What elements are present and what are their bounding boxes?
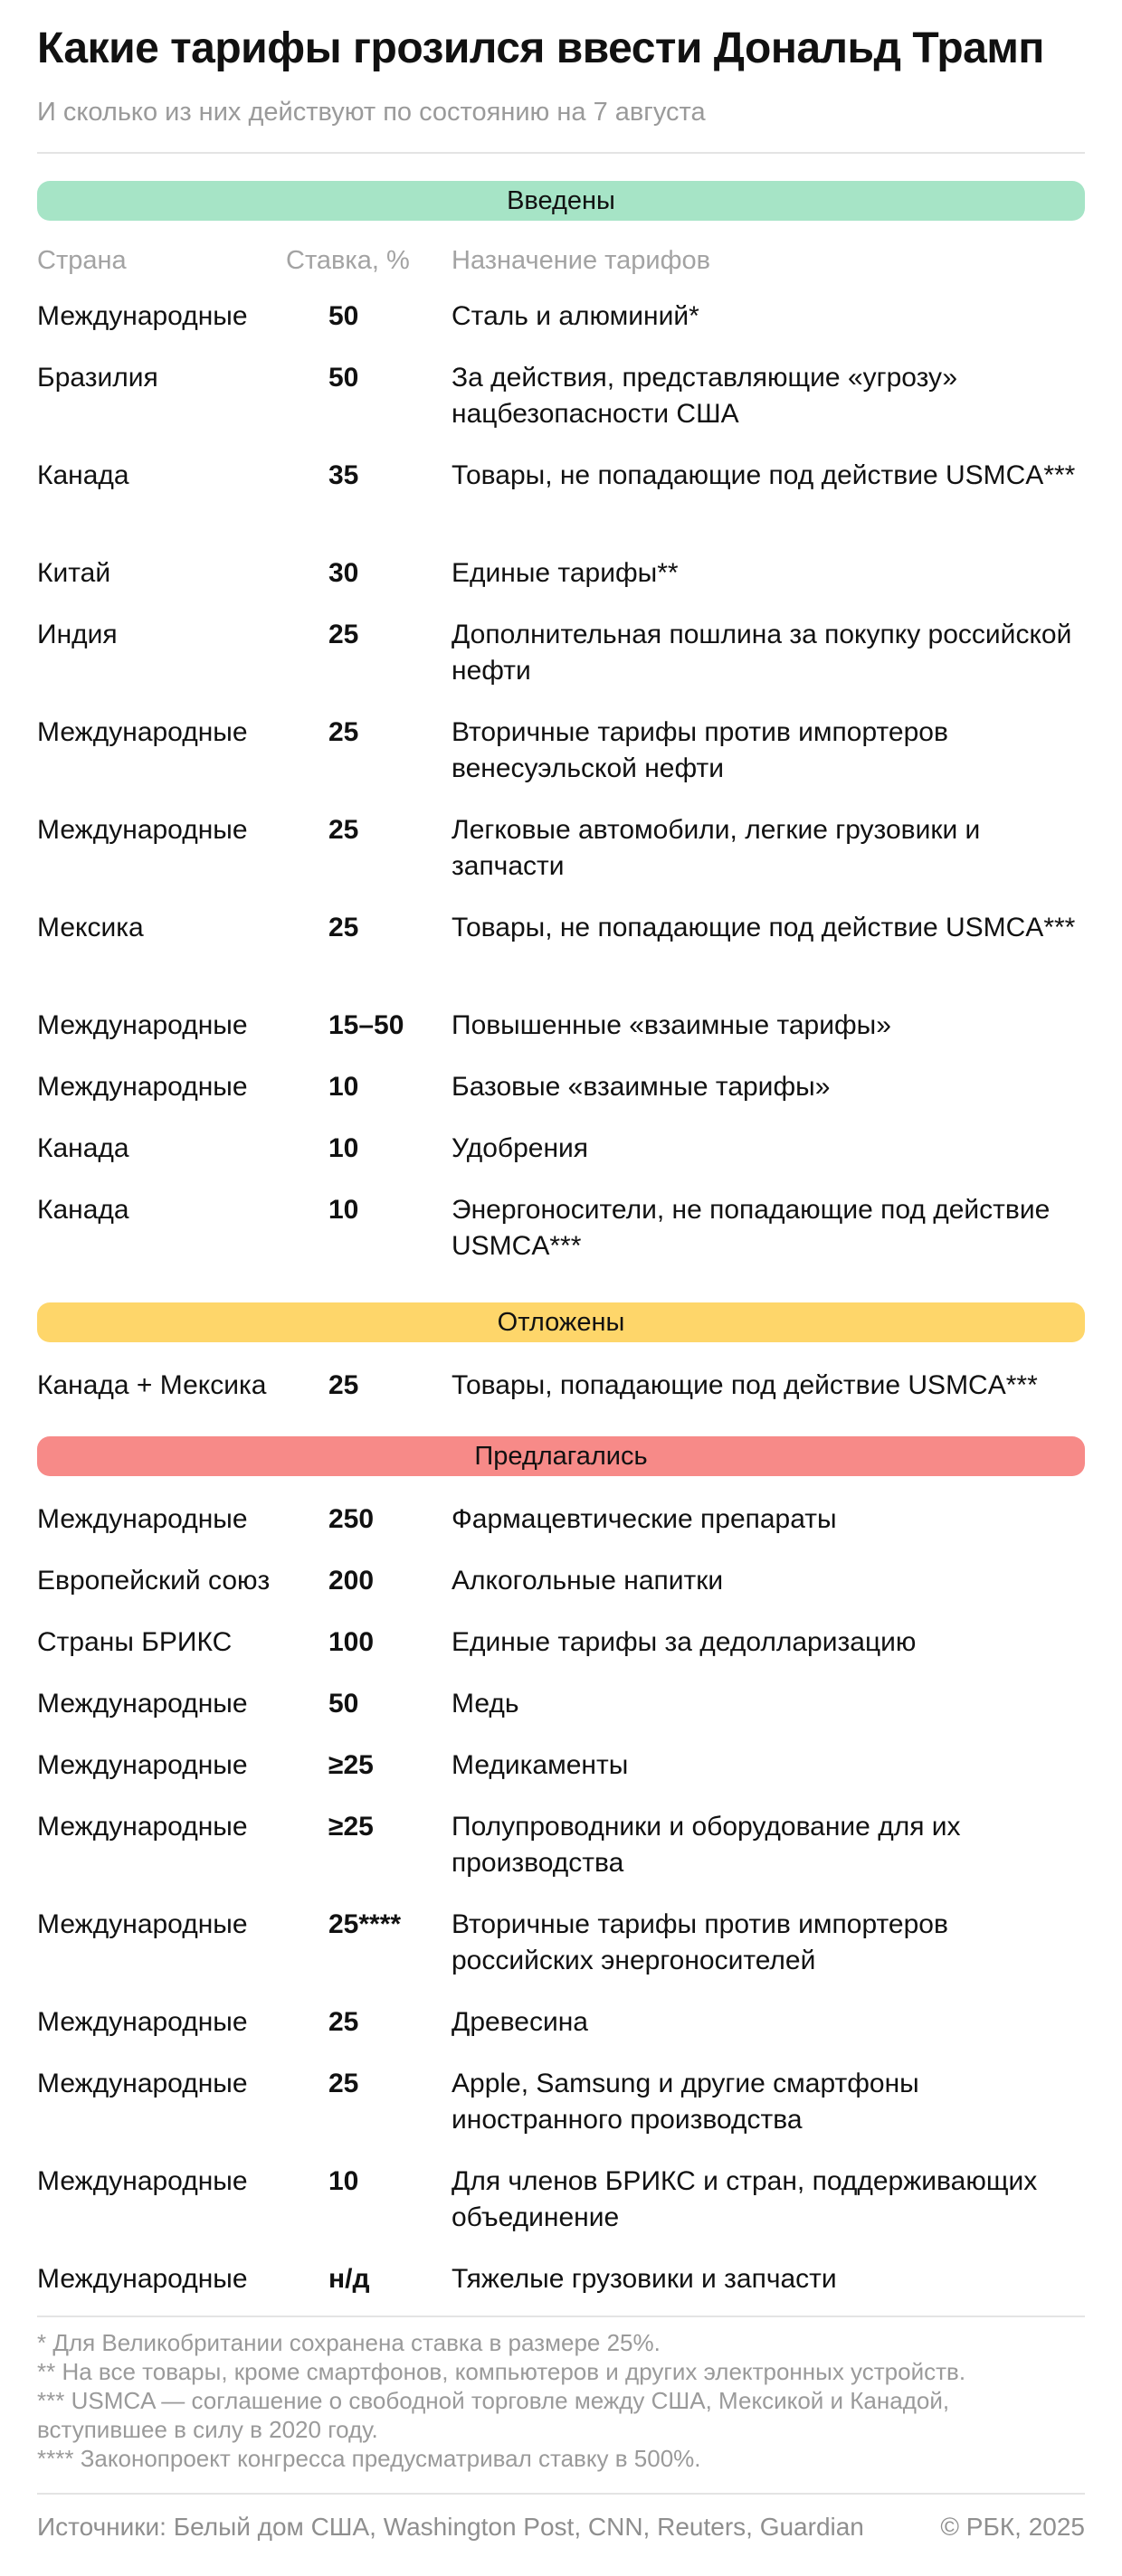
rate-cell: 25 (328, 2007, 359, 2037)
section-proposed-band: Предлагались (37, 1436, 1085, 1476)
footnote: **** Законопроект конгресса предусматривал ставку в 500%. (37, 2445, 701, 2472)
rate-cell: н/д (328, 2264, 370, 2294)
purpose-cell: Вторичные тарифы против импортеров российских энергоносителей (452, 1909, 948, 1975)
country-cell: Китай (37, 558, 111, 588)
country-cell: Международные (37, 2166, 248, 2196)
country-cell: Международные (37, 2069, 248, 2098)
purpose-cell: Сталь и алюминий* (452, 301, 699, 331)
country-cell: Страны БРИКС (37, 1627, 233, 1657)
purpose-cell: Медь (452, 1689, 519, 1719)
column-header-country: Страна (37, 246, 127, 275)
purpose-cell: Товары, не попадающие под действие USMCA*** (452, 460, 1076, 490)
country-cell: Международные (37, 1072, 248, 1102)
purpose-cell: Единые тарифы за дедолларизацию (452, 1627, 917, 1657)
footnote: ** На все товары, кроме смартфонов, компьютеров и других электронных устройств. (37, 2358, 966, 2385)
country-cell: Канада + Мексика (37, 1370, 267, 1400)
rate-cell: 25**** (328, 1909, 402, 1939)
country-cell: Европейский союз (37, 1566, 271, 1596)
rate-cell: 100 (328, 1627, 375, 1657)
country-cell: Международные (37, 815, 248, 845)
purpose-cell: Легковые автомобили, легкие грузовики и запчасти (452, 815, 981, 881)
copyright: © РБК, 2025 (940, 2513, 1085, 2541)
country-cell: Международные (37, 1689, 248, 1719)
purpose-cell: Медикаменты (452, 1750, 629, 1780)
rate-cell: 10 (328, 1133, 359, 1163)
footnote: вступившее в силу в 2020 году. (37, 2416, 378, 2443)
rate-cell: 50 (328, 363, 359, 393)
country-cell: Канада (37, 1133, 129, 1163)
rate-cell: 50 (328, 301, 359, 331)
footnote: * Для Великобритании сохранена ставка в размере 25%. (37, 2329, 661, 2356)
rate-cell: 10 (328, 1072, 359, 1102)
rate-cell: 25 (328, 717, 359, 747)
purpose-cell: Товары, не попадающие под действие USMCA*** (452, 913, 1076, 942)
purpose-cell: За действия, представляющие «угрозу» нацбезопасности США (452, 363, 958, 429)
purpose-cell: Алкогольные напитки (452, 1566, 724, 1596)
purpose-cell: Для членов БРИКС и стран, поддерживающих объединение (452, 2166, 1038, 2232)
country-cell: Международные (37, 1010, 248, 1040)
section-introduced-band: Введены (37, 181, 1085, 221)
footnotes (37, 2328, 1085, 2473)
country-cell: Международные (37, 301, 248, 331)
rate-cell: 250 (328, 1504, 375, 1534)
page-subtitle: И сколько из них действуют по состоянию на 7 августа (37, 98, 706, 127)
purpose-cell: Удобрения (452, 1133, 589, 1163)
column-header-purpose: Назначение тарифов (452, 246, 710, 275)
country-cell: Бразилия (37, 363, 158, 393)
purpose-cell: Древесина (452, 2007, 588, 2037)
footnote: *** USMCA — соглашение о свободной торговле между США, Мексикой и Канадой, (37, 2387, 950, 2414)
rate-cell: ≥25 (328, 1750, 374, 1780)
rate-cell: 10 (328, 1195, 359, 1225)
purpose-cell: Товары, попадающие под действие USMCA*** (452, 1370, 1038, 1400)
rate-cell: 25 (328, 620, 359, 649)
rate-cell: ≥25 (328, 1812, 374, 1842)
rate-cell: 50 (328, 1689, 359, 1719)
purpose-cell: Тяжелые грузовики и запчасти (452, 2264, 837, 2294)
header-divider (37, 152, 1085, 154)
section-postponed-band: Отложены (37, 1302, 1085, 1342)
rate-cell: 25 (328, 913, 359, 942)
country-cell: Международные (37, 1909, 248, 1939)
rate-cell: 15–50 (328, 1010, 404, 1040)
rate-cell: 200 (328, 1566, 375, 1596)
country-cell: Международные (37, 2264, 248, 2294)
purpose-cell: Базовые «взаимные тарифы» (452, 1072, 831, 1102)
purpose-cell: Энергоносители, не попадающие под действие USMCA*** (452, 1195, 1051, 1261)
country-cell: Индия (37, 620, 118, 649)
country-cell: Международные (37, 2007, 248, 2037)
rate-cell: 10 (328, 2166, 359, 2196)
purpose-cell: Фармацевтические препараты (452, 1504, 837, 1534)
purpose-cell: Единые тарифы** (452, 558, 679, 588)
sources: Источники: Белый дом США, Washington Post, CNN, Reuters, Guardian (37, 2513, 864, 2541)
purpose-cell: Apple, Samsung и другие смартфоны иностранного производства (452, 2069, 919, 2135)
page-title: Какие тарифы грозился ввести Дональд Трамп (37, 24, 1044, 72)
purpose-cell: Полупроводники и оборудование для их производства (452, 1812, 961, 1878)
country-cell: Международные (37, 1812, 248, 1842)
country-cell: Мексика (37, 913, 144, 942)
country-cell: Международные (37, 1504, 248, 1534)
purpose-cell: Дополнительная пошлина за покупку российской нефти (452, 620, 1072, 686)
purpose-cell: Вторичные тарифы против импортеров венесуэльской нефти (452, 717, 948, 783)
country-cell: Международные (37, 1750, 248, 1780)
rate-cell: 35 (328, 460, 359, 490)
table-end-divider (37, 2316, 1085, 2317)
rate-cell: 25 (328, 815, 359, 845)
rate-cell: 30 (328, 558, 359, 588)
rate-cell: 25 (328, 2069, 359, 2098)
column-header-rate: Ставка, % (286, 246, 410, 275)
purpose-cell: Повышенные «взаимные тарифы» (452, 1010, 891, 1040)
country-cell: Международные (37, 717, 248, 747)
rate-cell: 25 (328, 1370, 359, 1400)
country-cell: Канада (37, 1195, 129, 1225)
country-cell: Канада (37, 460, 129, 490)
footer-divider (37, 2493, 1085, 2495)
